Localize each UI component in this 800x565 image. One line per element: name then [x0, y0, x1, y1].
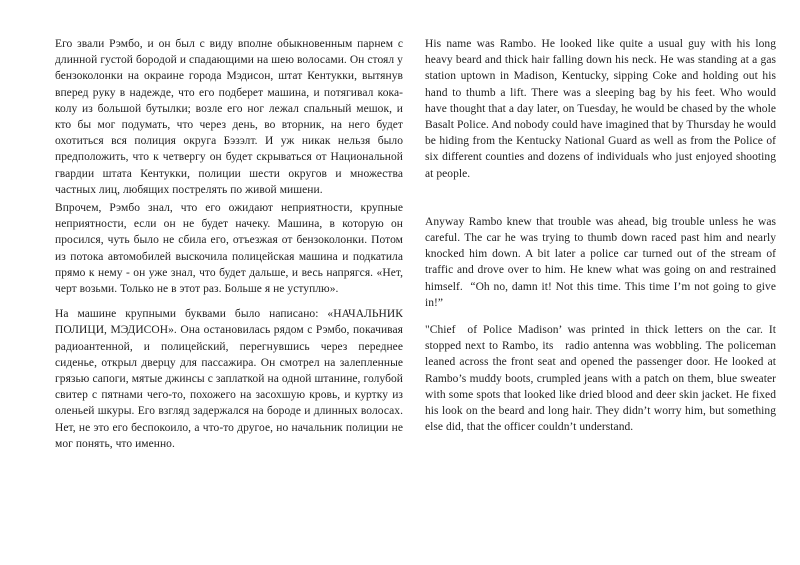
english-paragraph-1: His name was Rambo. He looked like quite a usual guy with his long heavy beard and thick hair falling down his neck. He was standing at a gas station uptown in Madison, Kentucky, sipping Coke and holding out his hand to thumb a lift. There was a sleeping bag by his feet. Who would have thought that a day later, on Tuesday, he would be chased by the whole Basalt Police. And nobody could have imagined that by Thursday he would be hiding from the Kentucky National Guard as well as from the Police of six different counties and dozens of individuals who just enjoyed shooting at people. — [425, 38, 779, 180]
russian-text-column — [55, 36, 406, 452]
russian-paragraph-1: Его звали Рэмбо, и он был с виду вполне обыкновенным парнем с длинной густой бородой и спадающими на шею волосами. Он стоял у бензоколонки на окраине города Мэдисон, штат Кентукки, вытянув вперед руку в надежде, что его подберет машина, и потягивал кока-колу из большой бутылки; возле его ног лежал спальный мешок, и кто бы мог подумать, что через день, во вторник, на него будет охотиться вся полиция округа Бэзэлт. И уж никак нельзя было предположить, что к четвергу он будет скрываться от Национальной гвардии штата Кентукки, полиции шести округов и множества частных лиц, любящих пострелять по живой мишени. — [55, 38, 406, 196]
english-paragraph-2: Anyway Rambo knew that trouble was ahead, big trouble unless he was careful. The car he was trying to thumb down raced past him and nearly knocked him down. A bit later a police car turned out of the stream of traffic and drove over to him. He knew what was going on and restrained himself. “Oh no, damn it! Not this time. This time I’m not going to give in!” — [425, 215, 779, 309]
english-paragraph-3: "Chief of Police Madison’ was printed in thick letters on the car. It stopped next to Rambo, its radio antenna was wobbling. The policeman leaned across the front seat and opened the passenger door. He looked at Rambo’s muddy boots, crumpled jeans with a patch on them, blue sweater with some spots that looked like dried blood and deer skin jacket. He fixed his look on the beard and long hair. They didn’t worry him, but something else did, that the officer couldn’t understand. — [425, 324, 779, 434]
russian-paragraph-2: Впрочем, Рэмбо знал, что его ожидают неприятности, крупные неприятности, если он не будет начеку. Машина, в которую он просился, чуть было не сбила его, отъезжая от бензоколонки. Потом из потока автомобилей выскочила полицейская машина и подкатила прямо к нему - он уже знал, что будет дальше, и весь напрягся. «Нет, черт возьми. Только не в этот раз. Больше я не уступлю». — [55, 202, 406, 296]
english-text-column — [425, 36, 779, 435]
russian-paragraph-3: На машине крупными буквами было написано: «НАЧАЛЬНИК ПОЛИЦИ, МЭДИСОН». Она остановилась рядом с Рэмбо, покачивая радиоантенной, и полицейский, перегнувшись через переднее сиденье, открыл дверцу для пассажира. Он смотрел на залепленные грязью сапоги, мятые джинсы с заплаткой на одной штанине, голубой свитер с пятнами чего-то, похожего на засохшую кровь, и куртку из оленьей шкуры. Его взгляд задержался на бороде и длинных волосах. Нет, не это его беспокоило, а что-то другое, но начальник полиции не мог понять, что именно. — [55, 308, 406, 450]
